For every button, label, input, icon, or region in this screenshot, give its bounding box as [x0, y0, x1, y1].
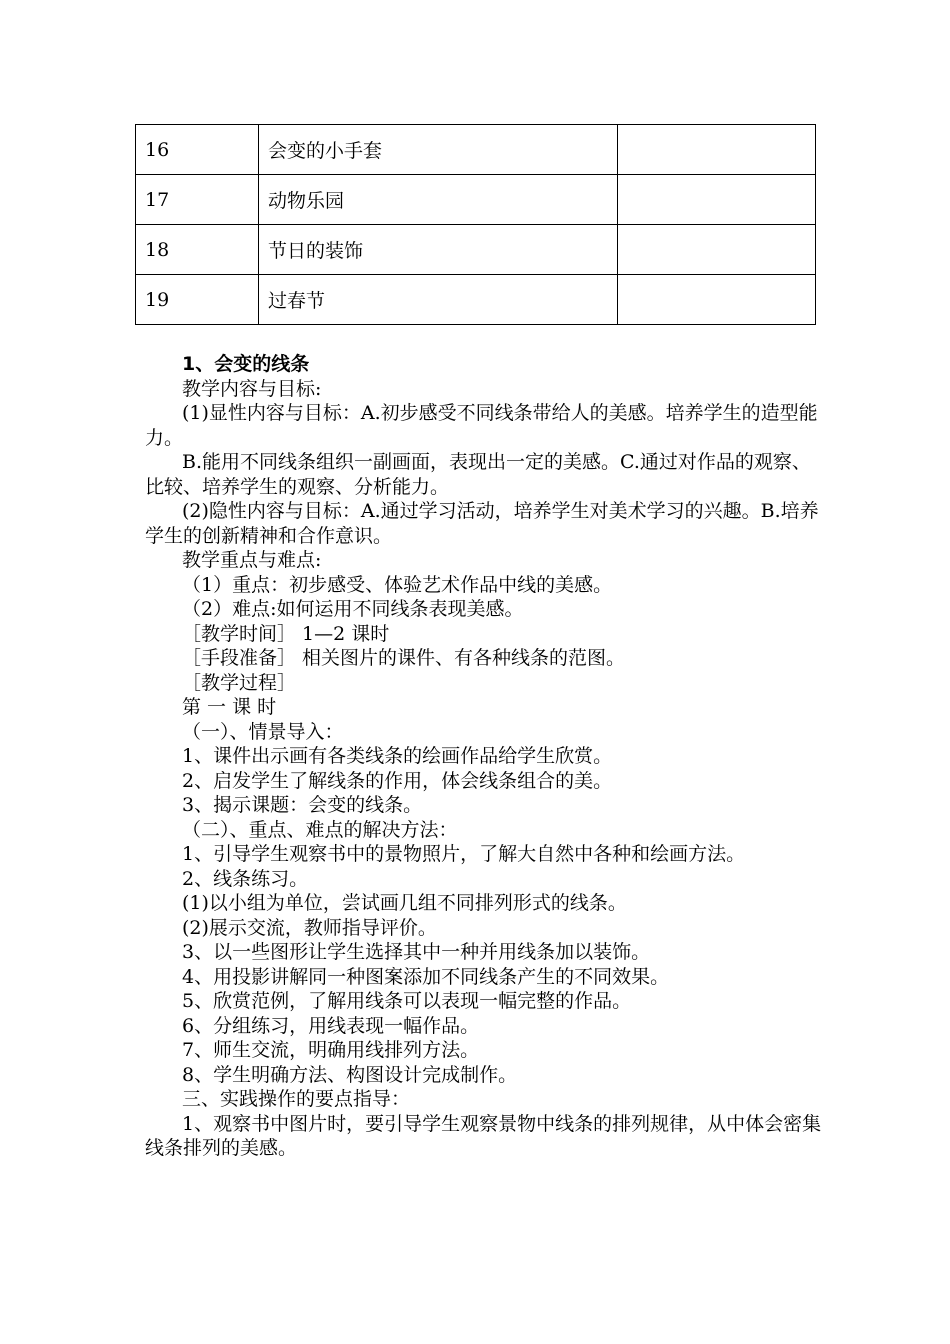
table-row	[136, 125, 816, 175]
lesson-number: 19	[136, 275, 259, 325]
lesson-list-table	[135, 124, 816, 325]
text-line: 3、以一些图形让学生选择其中一种并用线条加以装饰。	[182, 941, 651, 963]
lesson-number: 18	[136, 225, 259, 275]
text-line: ［手段准备］ 相关图片的课件、有各种线条的范图。	[182, 647, 626, 669]
text-line: （2）难点:如何运用不同线条表现美感。	[182, 598, 524, 620]
text-line: 教学重点与难点:	[182, 549, 322, 571]
table-row	[136, 225, 816, 275]
lesson-note	[618, 275, 816, 325]
text-line: 7、师生交流，明确用线排列方法。	[182, 1039, 480, 1061]
lesson-plan-body	[145, 352, 825, 1161]
lesson-note	[618, 225, 816, 275]
text-line: 三、实践操作的要点指导：	[182, 1088, 411, 1110]
text-line: 1、课件出示画有各类线条的绘画作品给学生欣赏。	[182, 745, 613, 767]
lesson-title: 节日的装饰	[259, 225, 618, 275]
text-line: ［教学时间］ 1—2 课时	[182, 622, 390, 645]
text-line: 教学内容与目标:	[182, 377, 322, 400]
text-line: 8、学生明确方法、构图设计完成制作。	[182, 1063, 518, 1086]
text-line: 2、启发学生了解线条的作用，体会线条组合的美。	[182, 769, 613, 792]
lesson-plan-lines	[145, 377, 825, 1161]
text-line: (2)隐性内容与目标：A.通过学习活动，培养学生对美术学习的兴趣。B.培养学生的创新精神和合作意识。	[145, 500, 819, 547]
text-line: 6、分组练习，用线表现一幅作品。	[182, 1014, 480, 1037]
text-line: 5、欣赏范例，了解用线条可以表现一幅完整的作品。	[182, 990, 632, 1012]
text-line: B.能用不同线条组织一副画面，表现出一定的美感。C.通过对作品的观察、比较、培养学生的观察、分析能力。	[145, 451, 811, 498]
text-line: （一）、情景导入：	[182, 720, 344, 743]
text-line: (1)以小组为单位，尝试画几组不同排列形式的线条。	[182, 892, 627, 914]
lesson-title: 会变的小手套	[259, 125, 618, 175]
lesson-number: 17	[136, 175, 259, 225]
text-line: （1）重点：初步感受、体验艺术作品中线的美感。	[182, 573, 613, 596]
text-line: ［教学过程］	[182, 671, 297, 694]
table-row	[136, 275, 816, 325]
text-line: 4、用投影讲解同一种图案添加不同线条产生的不同效果。	[182, 965, 670, 988]
lesson-note	[618, 175, 816, 225]
lesson-number: 16	[136, 125, 259, 175]
text-line: 2、线条练习。	[182, 867, 309, 890]
text-line: 1、观察书中图片时，要引导学生观察景物中线条的排列规律，从中体会密集线条排列的美感。	[145, 1112, 822, 1159]
text-line: (2)展示交流，教师指导评价。	[182, 916, 437, 939]
text-line: (1)显性内容与目标：A.初步感受不同线条带给人的美感。培养学生的造型能力。	[145, 402, 818, 449]
lesson-title: 过春节	[259, 275, 618, 325]
lesson-title: 动物乐园	[259, 175, 618, 225]
section-heading: 1、会变的线条	[182, 353, 310, 375]
text-line: 第 一 课 时	[182, 696, 277, 718]
text-line: 3、揭示课题：会变的线条。	[182, 794, 423, 816]
table-row	[136, 175, 816, 225]
text-line: 1、引导学生观察书中的景物照片，了解大自然中各种和绘画方法。	[182, 843, 746, 865]
lesson-note	[618, 125, 816, 175]
text-line: （二）、重点、难点的解决方法：	[182, 818, 458, 841]
